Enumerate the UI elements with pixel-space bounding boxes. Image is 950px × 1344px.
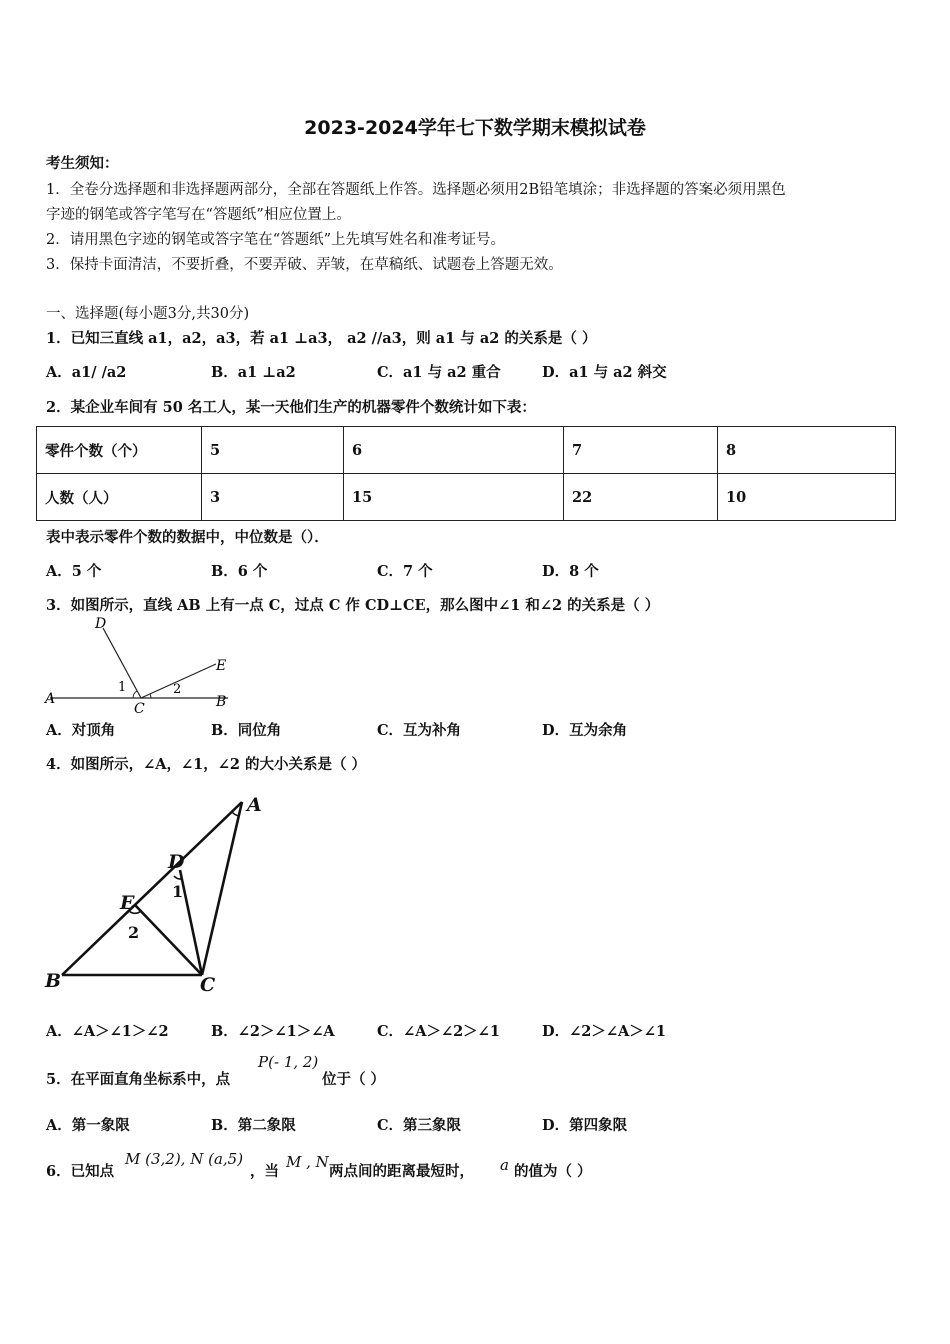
q1-option-c: C．a1 与 a2 重合: [377, 364, 501, 381]
table-cell: 5: [202, 427, 344, 474]
q2-stem: 2．某企业车间有 50 名工人，某一天他们生产的机器零件个数统计如下表：: [46, 399, 536, 416]
q4-option-b: B．∠2＞∠1＞∠A: [211, 1023, 335, 1040]
q4-option-c: C．∠A＞∠2＞∠1: [377, 1023, 500, 1040]
table-cell: 3: [202, 474, 344, 521]
line-ec: [135, 905, 202, 975]
q5-option-a: A．第一象限: [46, 1117, 130, 1134]
q1-option-d: D．a1 与 a2 斜交: [542, 364, 667, 381]
line-ac: [202, 802, 242, 975]
label-angle-2: 2: [173, 682, 182, 697]
q3-option-c: C．互为补角: [377, 722, 462, 739]
q6-mid: ，当: [250, 1163, 279, 1180]
q2-option-a: A．5 个: [46, 563, 102, 580]
label-angle-1: 1: [172, 882, 184, 901]
q2-option-d: D．8 个: [542, 563, 599, 580]
label-b: B: [216, 694, 227, 710]
section-heading: 一、选择题(每小题3分,共30分): [46, 306, 250, 322]
q5-option-c: C．第三象限: [377, 1117, 462, 1134]
table-cell: 6: [344, 427, 564, 474]
q2-option-b: B．6 个: [211, 563, 268, 580]
label-d: D: [95, 616, 107, 632]
label-c: C: [134, 701, 145, 716]
q3-figure: [40, 612, 240, 716]
table-row: [37, 474, 896, 521]
q6-var: a: [500, 1156, 509, 1174]
label-angle-2: 2: [128, 923, 140, 942]
q5-option-b: B．第二象限: [211, 1117, 296, 1134]
table-cell: 7: [564, 427, 718, 474]
q6-prefix: 6．已知点: [46, 1163, 115, 1180]
q6-suffix: 的值为（ ）: [514, 1163, 592, 1180]
table-cell: 8: [718, 427, 896, 474]
line-dc: [180, 870, 202, 975]
q1-option-b: B．a1 ⊥a2: [211, 364, 296, 381]
q6-mn: M , N: [286, 1153, 329, 1171]
q5-suffix: 位于（ ）: [322, 1071, 386, 1088]
q4-option-d: D．∠2＞∠A＞∠1: [542, 1023, 666, 1040]
notice-item-3: 3．保持卡面清洁，不要折叠，不要弄破、弄皱，在草稿纸、试题卷上答题无效。: [46, 257, 563, 273]
angle-1-arc: [133, 691, 137, 698]
notice-item-2: 2．请用黑色字迹的钢笔或答字笔在“答题纸”上先填写姓名和准考证号。: [46, 232, 506, 248]
label-e: E: [216, 658, 227, 674]
line-ba: [62, 802, 242, 975]
q4-option-a: A．∠A＞∠1＞∠2: [46, 1023, 169, 1040]
q1-option-a: A．a1/ /a2: [46, 364, 127, 381]
q5-option-d: D．第四象限: [542, 1117, 628, 1134]
q4-stem: 4．如图所示，∠A，∠1，∠2 的大小关系是（ ）: [46, 756, 367, 773]
label-c: C: [200, 974, 216, 996]
q3-option-d: D．互为余角: [542, 722, 628, 739]
q5-point: P(- 1, 2): [258, 1053, 319, 1071]
q3-option-b: B．同位角: [211, 722, 282, 739]
table-cell: 22: [564, 474, 718, 521]
label-e: E: [120, 892, 135, 914]
q2-option-c: C．7 个: [377, 563, 433, 580]
table-cell: 零件个数（个）: [37, 427, 202, 474]
q1-stem: 1．已知三直线 a1，a2，a3，若 a1 ⊥a3， a2 //a3，则 a1 与 a2 的关系是（ ）: [46, 330, 597, 347]
q5-prefix: 5．在平面直角坐标系中，点: [46, 1071, 231, 1088]
table-row: [37, 427, 896, 474]
label-angle-1: 1: [118, 680, 127, 695]
notice-item-1: 1．全卷分选择题和非选择题两部分，全部在答题纸上作答。选择题必须用2B铅笔填涂；非选择题的答案必须用黑色: [46, 182, 786, 198]
q2-table: [36, 426, 896, 521]
q2-after: 表中表示零件个数的数据中，中位数是（）．: [46, 529, 329, 546]
q6-points: M (3,2), N (a,5): [125, 1150, 244, 1168]
label-a: A: [247, 794, 262, 816]
notice-item-1-cont: 字迹的钢笔或答字笔写在“答题纸”相应位置上。: [46, 207, 351, 223]
notice-heading: 考生须知：: [46, 155, 119, 172]
label-a: A: [45, 691, 56, 707]
table-cell: 10: [718, 474, 896, 521]
q4-figure: [40, 790, 280, 1000]
table-cell: 人数（人）: [37, 474, 202, 521]
q6-mid2: 两点间的距离最短时，: [329, 1163, 474, 1180]
q3-stem: 3．如图所示，直线 AB 上有一点 C，过点 C 作 CD⊥CE，那么图中∠1 和∠2 的关系是（ ）: [46, 597, 660, 614]
label-d: D: [168, 851, 185, 873]
page-title: 2023-2024学年七下数学期末模拟试卷: [304, 117, 646, 139]
q3-option-a: A．对顶角: [46, 722, 116, 739]
label-b: B: [45, 970, 62, 992]
table-cell: 15: [344, 474, 564, 521]
